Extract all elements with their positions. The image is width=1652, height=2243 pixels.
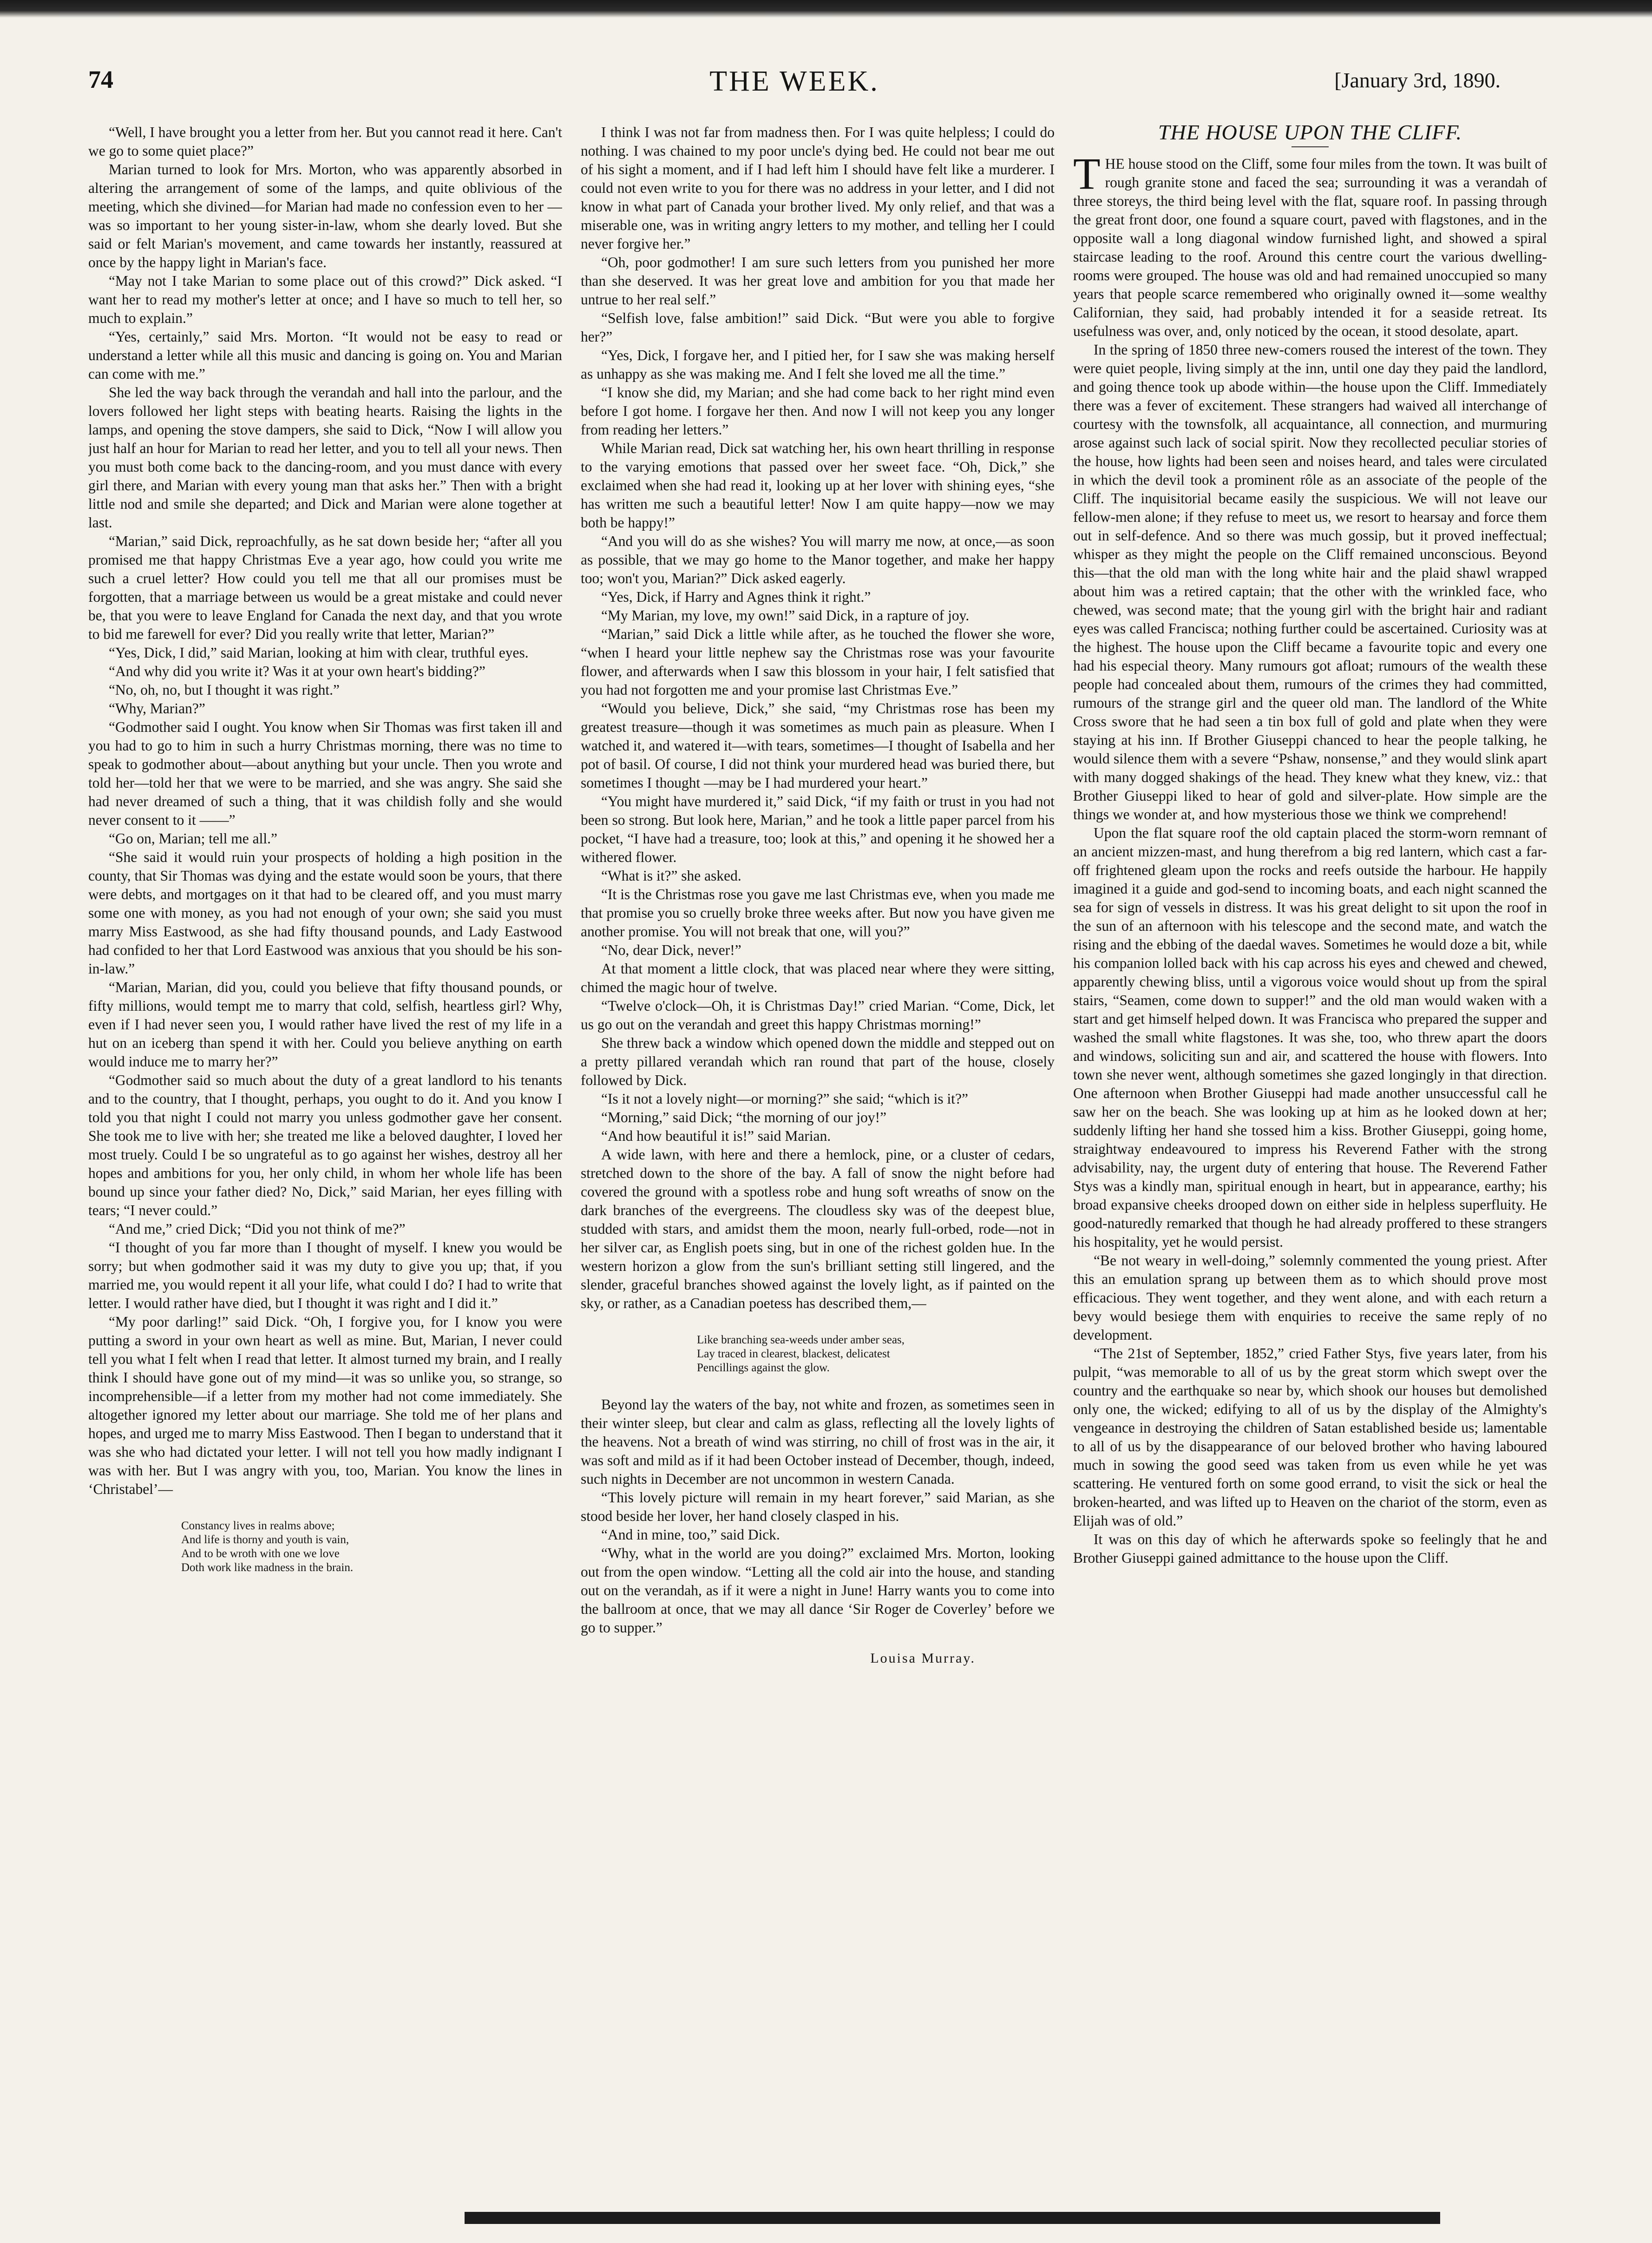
paragraph: “You might have murdered it,” said Dick, “if my faith or trust in you had not been so strong. But look here, Marian,” and he took a little paper parcel from his pocket, “I have had a treasure, too; look at this,” and opening it he showed her a withered flower. <box>581 793 1055 865</box>
article-body <box>1073 341 1547 1567</box>
column-right <box>1073 123 1547 2196</box>
top-border-rule <box>0 0 1652 18</box>
paragraph: “My poor darling!” said Dick. “Oh, I forgive you, for I know you were putting a sword in your own heart as well as mine. But, Marian, I never could tell you what I felt when I read that letter. It almost turned my brain, and I really think I should have gone out of my mind—it was so unlike you, so strange, so incomprehensible—if a letter from my mother had not come immediately. She altogether ignored my letter about our marriage. She told me of her plans and hopes, and urged me to marry Miss Eastwood. Then I began to understand that it was she who had dictated your letter. I will not tell you how madly indignant I was with her. But I was angry with you, too, Marian. You know the lines in ‘Christabel’— <box>88 1314 562 1497</box>
paragraph: “Marian,” said Dick a little while after, as he touched the flower she wore, “when I heard your little nephew say the Christmas rose was your favourite flower, and afterwards when I saw this blossom in your hair, I felt satisfied that you had not forgotten me and your promise last Christmas Eve.” <box>581 626 1055 698</box>
paragraph: “And how beautiful it is!” said Marian. <box>601 1128 831 1144</box>
paragraph: “Yes, Dick, I forgave her, and I pitied her, for I saw she was making herself as unhappy as she was making me. And I felt she loved me all the time.” <box>581 347 1055 382</box>
column-left <box>88 123 562 2196</box>
article-title: THE HOUSE UPON THE CLIFF. <box>1158 123 1462 144</box>
paragraph: “Morning,” said Dick; “the morning of our joy!” <box>601 1109 887 1125</box>
paragraph: I think I was not far from madness then. For I was quite helpless; I could do nothing. I was chained to my poor uncle's dying bed. He could not bear me out of his sight a moment, and if I had left him I should have felt like a murderer. I could not even write to you for there was no address in your letter, and I did not know in what part of Canada your brother lived. My only relief, and that was a miserable one, was in writing angry letters to my mother, and telling her I could never forgive her.” <box>581 124 1055 252</box>
bottom-border-rule <box>465 2212 1440 2224</box>
story-continuation <box>88 123 562 1499</box>
journal-title: THE WEEK. <box>709 66 879 97</box>
paragraph: “Godmother said so much about the duty of a great landlord to his tenants and to the country, that I thought, perhaps, you ought to do it. And you know I told you that night I could not marry you unless godmother gave her consent. She took me to live with her; she treated me like a beloved daughter, I loved her most truely. Could I be so ungrateful as to go against her wishes, destroy all her hopes and ambitions for you, her only child, in whom her whole life has been bound up since your father died? No, Dick,” said Marian, her eyes filling with tears; “I never could.” <box>88 1072 562 1218</box>
paragraph: “Well, I have brought you a letter from her. But you cannot read it here. Can't we go to some quiet place?” <box>88 124 562 159</box>
page-header <box>88 65 1501 116</box>
paragraph: Marian turned to look for Mrs. Morton, who was apparently absorbed in altering the arrangement of some of the lamps, and quite oblivious of the meeting, which she divined—for Marian had made no confession even to her —was so important to her young sister-in-law, whom she dearly loved. But she said or felt Marian's movement, and came towards her instantly, reassured at once by the happy light in Marian's face. <box>88 161 562 270</box>
paragraph: At that moment a little clock, that was placed near where they were sitting, chimed the magic hour of twelve. <box>581 960 1055 995</box>
paragraph: Beyond lay the waters of the bay, not white and frozen, as sometimes seen in their winter sleep, but clear and calm as glass, reflecting all the lovely lights of the heavens. Not a breath of wind was stirring, no chill of frost was in the air, it was soft and mild as if it had been October instead of December, though, indeed, such nights in December are not uncommon in western Canada. <box>581 1396 1055 1487</box>
paragraph: “Go on, Marian; tell me all.” <box>109 830 278 847</box>
paragraph: “I know she did, my Marian; and she had come back to her right mind even before I got home. I forgave her then. And now I will not keep you any longer from reading her letters.” <box>581 384 1055 438</box>
paragraph: “I thought of you far more than I thought of myself. I knew you would be sorry; but when godmother said it was my duty to give you up; that, if you married me, you would repent it all your life, what could I do? I had to write that letter. I would rather have died, but I thought it was right and I did it.” <box>88 1239 562 1311</box>
poem-line: Pencillings against the glow. <box>697 1362 830 1374</box>
page-number: 74 <box>88 66 113 93</box>
paragraph: “Yes, certainly,” said Mrs. Morton. “It would not be easy to read or understand a letter while all this music and dancing is going on. You and Marian can come with me.” <box>88 329 562 382</box>
paragraph: “Yes, Dick, I did,” said Marian, looking at him with clear, truthful eyes. <box>109 645 529 661</box>
paragraph: “Is it not a lovely night—or morning?” she said; “which is it?” <box>601 1091 968 1107</box>
paragraph: She led the way back through the verandah and hall into the parlour, and the lovers followed her light steps with beating hearts. Raising the lights in the lamps, and opening the stove dampers, she said to Dick, “Now I will allow you just half an hour for Marian to read her letter, and you to tell all your news. Then you must both come back to the dancing-room, and you must dance with every girl there, and Marian with every young man that asks her.” Then with a bright little nod and smile she departed; and Dick and Marian were alone together at last. <box>88 384 562 531</box>
poem-line: Constancy lives in realms above; <box>181 1519 335 1532</box>
paragraph: “And in mine, too,” said Dick. <box>601 1526 780 1543</box>
paragraph: It was on this day of which he afterwards spoke so feelingly that he and Brother Giuseppi gained admittance to the house upon the Cliff. <box>1073 1531 1547 1566</box>
paragraph: “Yes, Dick, if Harry and Agnes think it right.” <box>601 589 871 605</box>
paragraph: “Godmother said I ought. You know when Sir Thomas was first taken ill and you had to go to him in such a hurry Christmas morning, there was no time to speak to godmother about—about anything but your uncle. Then you wrote and told her—told her that we were to be married, and she was angry. She said she had never dreamed of such a thing, that it was childish folly and she would never consent to it ——” <box>88 719 562 828</box>
paragraph: “She said it would ruin your prospects of holding a high position in the county, that Sir Thomas was dying and the estate would soon be yours, that there were debts, and mortgages on it that had to be cleared off, and you must marry some one with money, as you had not enough of your own; she said you must marry Miss Eastwood, as she had fifty thousand pounds, and Lady Eastwood had confided to her that Lord Eastwood was anxious that you should be his son-in-law.” <box>88 849 562 977</box>
issue-date: [January 3rd, 1890. <box>1334 68 1501 92</box>
paragraph: “It is the Christmas rose you gave me last Christmas eve, when you made me that promise you so cruelly broke three weeks after. But now you have given me another promise. You will not break that one, will you?” <box>581 886 1055 940</box>
drop-cap: T <box>1073 149 1101 198</box>
poem-line: And to be wroth with one we love <box>181 1547 340 1560</box>
column-middle <box>581 123 1055 2196</box>
poem-canadian-poetess <box>581 1333 1055 1375</box>
paragraph: “My Marian, my love, my own!” said Dick, in a rapture of joy. <box>601 607 970 624</box>
paragraph: “What is it?” she asked. <box>601 868 741 884</box>
paragraph: While Marian read, Dick sat watching her, his own heart thrilling in response to the varying emotions that passed over her sweet face. “Oh, Dick,” she exclaimed when she had read it, looking up at her lover with shining eyes, “she has written me such a beautiful letter! Now I am quite happy—now we may both be happy!” <box>581 440 1055 531</box>
paragraph: Upon the flat square roof the old captain placed the storm-worn remnant of an ancient mizzen-mast, and hung therefrom a big red lantern, which cast a far-off frightened gleam upon the rocks and reefs outside the harbour. He happily imagined it a guide and god-send to incoming boats, and each night scanned the sea for sign of vessels in distress. It was his great delight to sit upon the roof in the sun of an afternoon with his telescope and the second mate, and watch the rising and the ebbing of the daedal waves. Sometimes he would doze a bit, while his companion lolled back with his cap across his eyes and chewed and chewed, apparently chewing bliss, until a vigorous voice would shout up from the spiral stairs, “Seamen, come down to supper!” and the old man would waken with a start and get himself helped down. It was Francisca who prepared the supper and washed the small white flagstones. It was she, too, who threw apart the doors and windows, soliciting sun and air, and scattered the house with flowers. Into town she never went, although sometimes she gazed longingly in that direction. One afternoon when Brother Giuseppi had made another unsuccessful call he saw her on the beach. She was looking up at him as he looked down at her; suddenly lifting her hand she tossed him a kiss. Brother Giuseppi, going home, straightway endeavoured to impress his Reverend Father with the strong advisability, nay, the urgent duty of entering that house. The Reverend Father Stys was a kindly man, spiritual enough in heart, but in appearance, earthy; his broad expansive cheeks drooped down on either side in helpless superfluity. He good-naturedly remarked that though he had already proffered to these strangers his hospitality, yet he would persist. <box>1073 825 1547 1250</box>
paragraph: “Why, what in the world are you doing?” exclaimed Mrs. Morton, looking out from the open window. “Letting all the cold air into the house, and standing out on the verandah, as if it were a night in June! Harry wants you to come into the ballroom at once, that we may all dance ‘Sir Roger de Coverley’ before we go to supper.” <box>581 1545 1055 1636</box>
paragraph: “Twelve o'clock—Oh, it is Christmas Day!” cried Marian. “Come, Dick, let us go out on the verandah and greet this happy Christmas morning!” <box>581 998 1055 1033</box>
paragraph: “No, dear Dick, never!” <box>601 942 741 958</box>
first-paragraph-text: HE house stood on the Cliff, some four miles from the town. It was built of rough granite stone and faced the sea; surrounding it was a verandah of three storeys, the third being level with the flat, square roof. In passing through the great front door, one found a square court, paved with flagstones, and in the opposite wall a long diagonal window furnished light, and showed a spiral staircase leading to the roof. Around this centre court the various dwelling-rooms were grouped. The house was old and had remained unoccupied so many years that people scarce remembered who originally owned it—some wealthy Californian, they said, had probably intended it for a seaside retreat. Its usefulness was over, and, only noticed by the ocean, it stood desolate, apart. <box>1073 156 1547 339</box>
paragraph: “May not I take Marian to some place out of this crowd?” Dick asked. “I want her to read my mother's letter at once; and I have so much to tell her, so much to explain.” <box>88 273 562 326</box>
poem-line: Like branching sea-weeds under amber seas, <box>697 1334 905 1346</box>
paragraph: “And me,” cried Dick; “Did you not think of me?” <box>109 1221 406 1237</box>
article-first-paragraph <box>1073 149 1547 341</box>
paragraph: “Oh, poor godmother! I am sure such letters from you punished her more than she deserved. It was her great love and ambition for you that made her untrue to her real self.” <box>581 254 1055 308</box>
paragraph: “This lovely picture will remain in my heart forever,” said Marian, as she stood beside her lover, her hand closely clasped in his. <box>581 1489 1055 1524</box>
paragraph: “Marian,” said Dick, reproachfully, as he sat down beside her; “after all you promised me that happy Christmas Eve a year ago, how could you write me such a cruel letter? How could you tell me that all our promises must be forgotten, that a marriage between us would be a great mistake and could never be, that you were to leave England for Canada the next day, and that you wrote to bid me farewell for ever? Did you really write that letter, Marian?” <box>88 533 562 642</box>
paragraph: “Selfish love, false ambition!” said Dick. “But were you able to forgive her?” <box>581 310 1055 345</box>
paragraph: “Would you believe, Dick,” she said, “my Christmas rose has been my greatest treasure—though it was sometimes as much pain as pleasure. When I watched it, and watered it—with tears, sometimes—I thought of Isabella and her pot of basil. Of course, I did not think your murdered head was buried there, but sometimes I thought —may be I had murdered your heart.” <box>581 700 1055 791</box>
poem-line: And life is thorny and youth is vain, <box>181 1533 349 1546</box>
paragraph: “The 21st of September, 1852,” cried Father Stys, five years later, from his pulpit, “was memorable to all of us by the great storm which swept over the country and the earthquake so near by, which shook our houses but demolished only one, the wicked; edifying to all of us by the display of the Almighty's vengeance in destroying the children of Satan established beside us; lamentable to all of us by the disappearance of our beloved brother who having laboured much in sowing the good seed was taken from us even while he yet was scattering. He ventured forth on some good errand, to visit the sick or heal the broken-hearted, and was lifted up to Heaven on the chariot of the storm, even as Elijah was of old.” <box>1073 1345 1547 1529</box>
poem-christabel <box>88 1519 562 1575</box>
paragraph: “Marian, Marian, did you, could you believe that fifty thousand pounds, or fifty millions, would tempt me to marry that cold, selfish, heartless girl? Why, even if I had never seen you, I would rather have lived the rest of my life in a hut on an iceberg than spend it with her. Could you believe anything on earth would induce me to marry her?” <box>88 979 562 1070</box>
paragraph: “And you will do as she wishes? You will marry me now, at once,—as soon as possible, that we may go home to the Manor together, and make her happy too; won't you, Marian?” Dick asked eagerly. <box>581 533 1055 586</box>
poem-line: Doth work like madness in the brain. <box>181 1561 354 1574</box>
paragraph: “No, oh, no, but I thought it was right.” <box>109 682 340 698</box>
poem-line: Lay traced in clearest, blackest, delicatest <box>697 1348 890 1360</box>
paragraph: “And why did you write it? Was it at your own heart's bidding?” <box>109 663 485 679</box>
story-continuation-middle <box>581 123 1055 1313</box>
paragraph: A wide lawn, with here and there a hemlock, pine, or a cluster of cedars, stretched down to the shore of the bay. A fall of snow the night before had covered the ground with a spotless robe and hung soft wreaths of snow on the dark branches of the evergreens. The cloudless sky was of the deepest blue, studded with stars, and amidst them the moon, nearly full-orbed, rode—not in her silver car, as English poets sing, but in one of the richest golden hue. In the western horizon a glow from the sun's brilliant setting still lingered, and the slender, graceful branches showed against the lovely light, as if painted on the sky, or rather, as a Canadian poetess has described them,— <box>581 1146 1055 1311</box>
title-divider <box>1291 146 1329 147</box>
paragraph: “Be not weary in well-doing,” solemnly commented the young priest. After this an emulation sprang up between them as to which should prove most efficacious. They went together, and they went alone, and with each return a bevy would besiege them with enquiries to receive the same reply of no development. <box>1073 1252 1547 1343</box>
paragraph: She threw back a window which opened down the middle and stepped out on a pretty pillared verandah which ran round that part of the house, closely followed by Dick. <box>581 1035 1055 1088</box>
paragraph: In the spring of 1850 three new-comers roused the interest of the town. They were quiet people, living simply at the inn, until one day they paid the landlord, and going thence took up abode within—the house upon the Cliff. Immediately there was a fever of excitement. These strangers had waived all interchange of courtesy with the townsfolk, all acquaintance, all connection, and murmuring arose against such lack of social spirit. Now they recollected peculiar stories of the house, how lights had been seen and noises heard, and tales were circulated in which the devil took a prominent rôle as an associate of the people of the Cliff. The inquisitorial became easily the suspicious. We will not leave our fellow-men alone; if they refuse to meet us, we resort to hearsay and force them out in self-defence. And so there was much gossip, but it proved ineffectual; whisper as they might the people on the Cliff remained unconscious. Beyond this—that the old man with the long white hair and the plaid shawl wrapped about him was a retired captain; that the other with the wrinkled face, who chewed, was second mate; that the young girl with the bright hair and radiant eyes was called Francisca; nothing further could be ascertained. Curiosity was at the highest. The house upon the Cliff became a favourite topic and every one had his especial theory. Many rumours got afloat; rumours of the wealth these people had concealed about them, rumours of the crimes they had committed, rumours of the strange girl and the queer old man. The landlord of the White Cross swore that he had seen a tin box full of gold and plate when they were staying at his inn. If Brother Giuseppi chanced to hear the people talking, he would silence them with a severe “Pshaw, nonsense,” and they would slink apart with many dogged shakings of the head. They knew what they knew, viz.: that Brother Giuseppi liked to hear of gold and silver-plate. How simple are the things we wonder at, and how mysterious those we think we comprehend! <box>1073 342 1547 822</box>
paragraph: “Why, Marian?” <box>109 700 205 717</box>
story-conclusion <box>581 1395 1055 1637</box>
author-signature: Louisa Murray. <box>870 1651 976 1666</box>
